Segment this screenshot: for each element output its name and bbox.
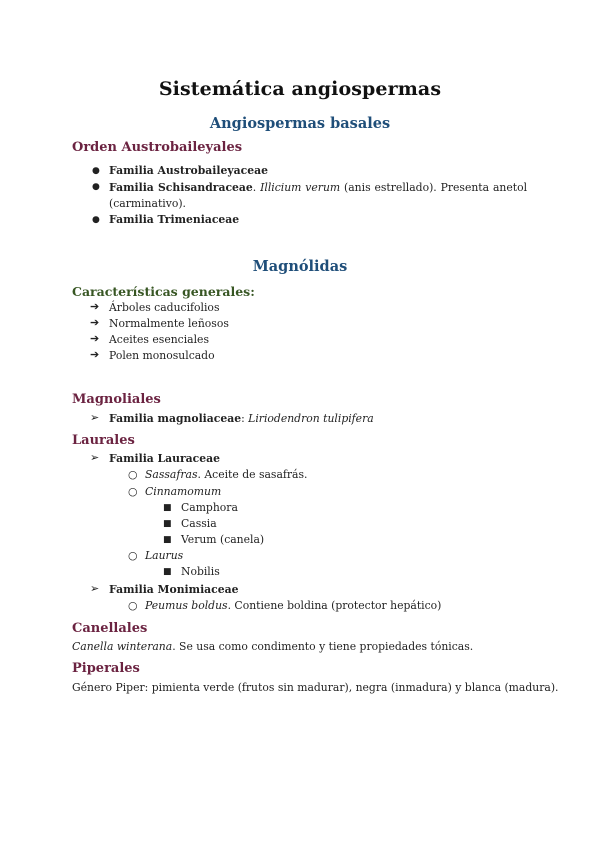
- list-item-cinnamomum-species: Verum (canela): [181, 533, 265, 546]
- list-item-laurus: Laurus: [145, 549, 184, 562]
- list-item-laurus-species: Nobilis: [181, 565, 220, 578]
- list-item-peumus: [145, 599, 441, 612]
- section-heading-magnolidas: Magnólidas: [252, 258, 348, 275]
- heading-canellales: Canellales: [72, 621, 148, 636]
- square-bullet-icon: ■: [163, 535, 172, 545]
- list-item-caracteristica: Normalmente leñosos: [109, 317, 229, 330]
- section-heading-angiospermas-basales: Angiospermas basales: [209, 115, 391, 132]
- arrow-right-icon: ➔: [90, 316, 100, 329]
- list-item-caracteristica: Aceites esenciales: [109, 333, 209, 346]
- list-item-sassafras: [145, 468, 307, 481]
- family-name: Familia Schisandraceae: [109, 181, 253, 194]
- list-item-caracteristica: Polen monosulcado: [109, 349, 215, 362]
- list-item-cinnamomum: Cinnamomum: [145, 485, 222, 498]
- page-title: Sistemática angiospermas: [158, 78, 442, 100]
- species-name: Liriodendron tulipifera: [248, 412, 374, 425]
- heading-laurales: Laurales: [72, 433, 135, 448]
- species-description: . Se usa como condimento y tiene propiedades tónicas.: [172, 640, 474, 653]
- square-bullet-icon: ■: [163, 503, 172, 513]
- paragraph-canellales: [72, 640, 473, 653]
- circle-bullet-icon: ○: [128, 549, 138, 562]
- arrow-right-icon: ➔: [90, 332, 100, 345]
- species-name: Canella winterana: [72, 640, 173, 653]
- species-name: Peumus boldus: [145, 599, 228, 612]
- paragraph-piperales: Género Piper: pimienta verde (frutos sin madurar), negra (inmadura) y blanca (madura).: [72, 681, 559, 694]
- species-name: Illicium verum: [260, 181, 341, 194]
- circle-bullet-icon: ○: [128, 485, 138, 498]
- arrowhead-icon: ➢: [90, 451, 100, 464]
- list-item-trimeniaceae: Familia Trimeniaceae: [109, 213, 240, 226]
- species-description: . Contiene boldina (protector hepático): [227, 599, 442, 612]
- arrowhead-icon: ➢: [90, 582, 100, 595]
- separator: :: [241, 412, 249, 425]
- square-bullet-icon: ■: [163, 567, 172, 577]
- species-name: Sassafras: [145, 468, 198, 481]
- separator: .: [252, 181, 261, 194]
- circle-bullet-icon: ○: [128, 468, 138, 481]
- list-item-cinnamomum-species: Camphora: [181, 501, 238, 514]
- list-item-austrobaileyaceae: Familia Austrobaileyaceae: [109, 164, 268, 177]
- square-bullet-icon: ■: [163, 519, 172, 529]
- bullet-icon: ●: [92, 182, 100, 192]
- bullet-icon: ●: [92, 215, 100, 225]
- list-item-caracteristica: Árboles caducifolios: [109, 301, 220, 314]
- heading-orden-austrobaileyales: Orden Austrobaileyales: [72, 140, 243, 155]
- circle-bullet-icon: ○: [128, 599, 138, 612]
- list-item-schisandraceae: [109, 180, 527, 212]
- list-item-lauraceae: Familia Lauraceae: [109, 452, 220, 465]
- heading-magnoliales: Magnoliales: [72, 392, 161, 407]
- family-description: (anis estrellado). Presenta anetol (carminativo).: [109, 181, 528, 210]
- bullet-icon: ●: [92, 166, 100, 176]
- heading-piperales: Piperales: [72, 661, 140, 676]
- list-item-magnoliaceae: [109, 412, 374, 425]
- arrow-right-icon: ➔: [90, 348, 100, 361]
- arrow-right-icon: ➔: [90, 300, 100, 313]
- arrowhead-icon: ➢: [90, 411, 100, 424]
- list-item-cinnamomum-species: Cassia: [181, 517, 217, 530]
- heading-caracteristicas: Características generales:: [72, 284, 255, 299]
- list-item-monimiaceae: Familia Monimiaceae: [109, 583, 239, 596]
- species-description: . Aceite de sasafrás.: [197, 468, 308, 481]
- family-name: Familia magnoliaceae: [109, 412, 242, 425]
